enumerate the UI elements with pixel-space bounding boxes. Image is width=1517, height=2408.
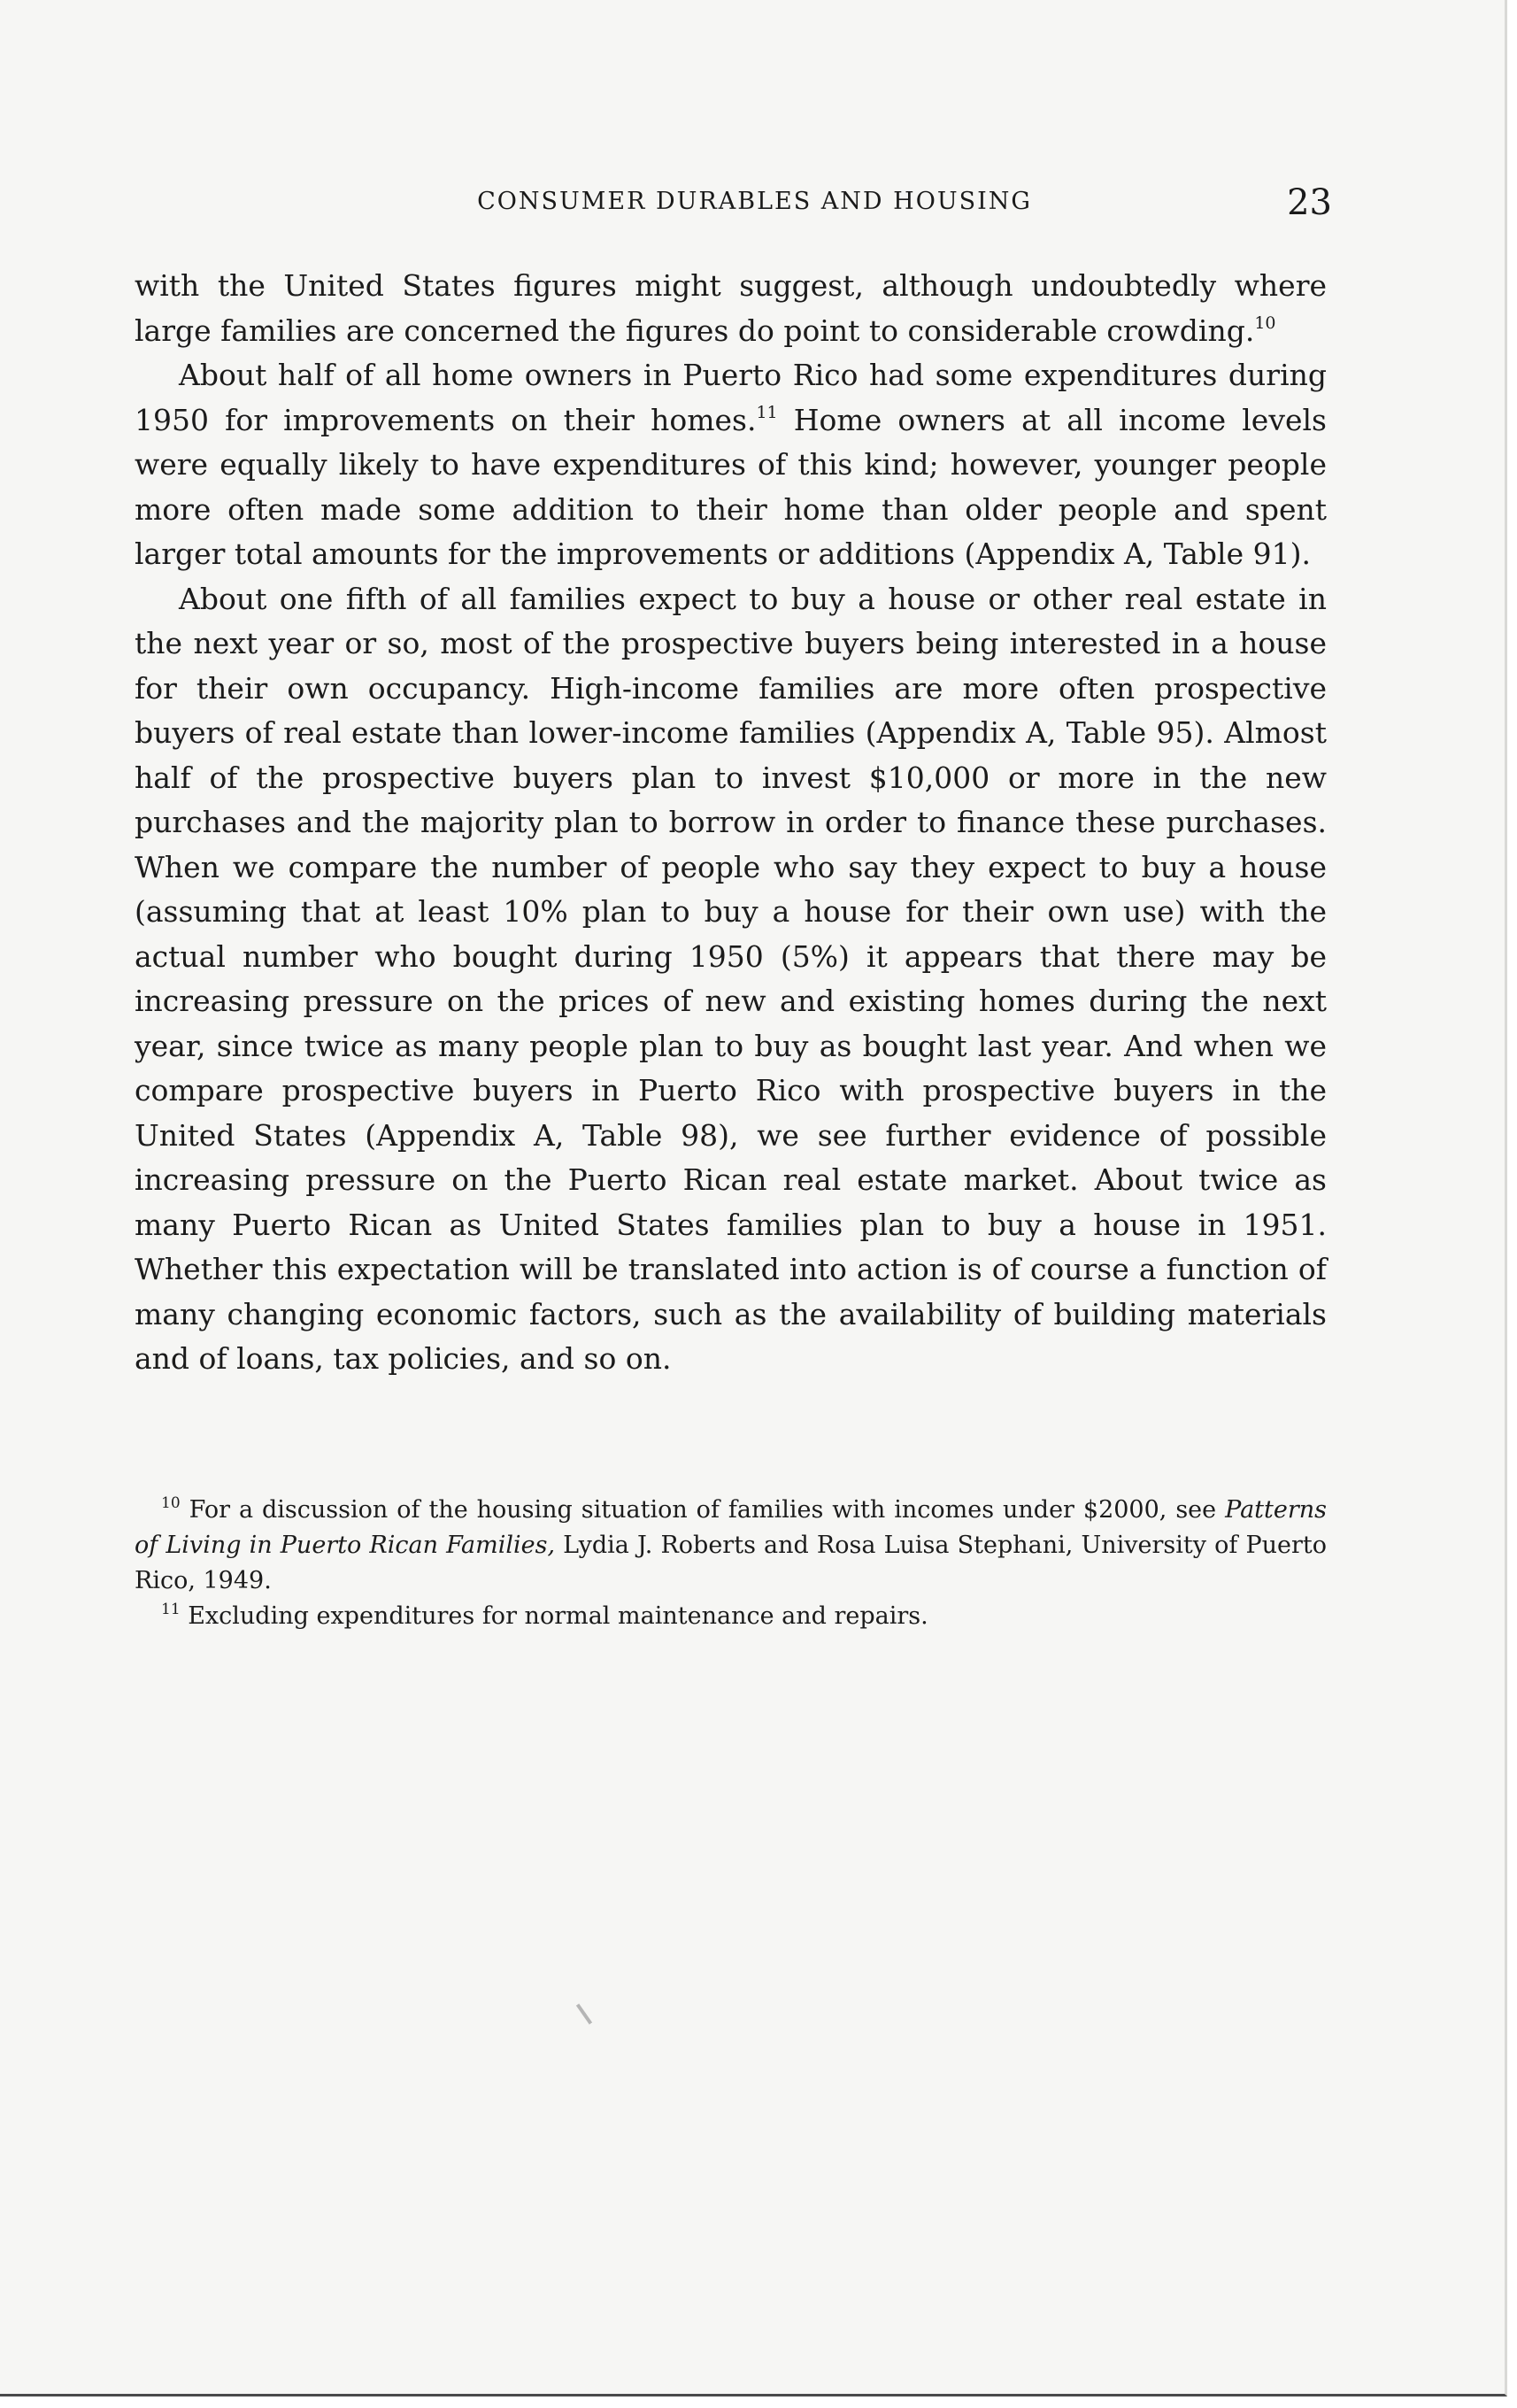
paragraph-2-text-a: About half of all home owners in Puerto Rico had some expenditures during 1950 for improvements on their homes. xyxy=(135,358,1327,437)
paragraph-3-text: About one fifth of all families expect to buy a house or other real estate in the next year or so, most of the prospective buyers being interested in a house for their own occupancy. High-income families are more often prospective buyers of real estate than lower-income families (Appendix A, Table 95). Almost half of the prospective buyers plan to invest $10,000 or more in the new purchases and the majority plan to borrow in order to finance these purchases. When we compare the number of people who say they expect to buy a house (assuming that at least 10% plan to buy a house for their own use) with the actual number who bought during 1950 (5%) it appears that there may be increasing pressure on the prices of new and existing homes during the next year, since twice as many people plan to buy as bought last year. And when we compare prospective buyers in Puerto Rico with prospective buyers in the United States (Appendix A, Table 98), we see further evidence of possible increasing pressure on the Puerto Rican real estate market. About twice as many Puerto Rican as United States families plan to buy a house in 1951. Whether this expectation will be translated into action is of course a function of many changing economic factors, such as the availability of building materials and of loans, tax policies, and so on. xyxy=(135,581,1327,1376)
footnote-11 xyxy=(135,1599,1327,1634)
running-head: CONSUMER DURABLES AND HOUSING xyxy=(477,188,1032,215)
footnotes xyxy=(135,1493,1327,1634)
footnote-text-b: Lydia J. Roberts and Rosa Luisa Stephani, University of Puerto Rico, 1949. xyxy=(135,1532,1328,1594)
body-text xyxy=(135,264,1327,1382)
footnote-text: Excluding expenditures for normal maintenance and repairs. xyxy=(180,1602,928,1630)
footnote-ref-11: 11 xyxy=(756,402,778,422)
paragraph-2-text-b: Home owners at all income levels were equally likely to have expenditures of this kind; however, younger people more often made some addition to their home than older people and spent larger total amounts for the improvements or additions (Appendix A, Table 91). xyxy=(135,402,1327,571)
footnote-ref-10: 10 xyxy=(1254,313,1276,333)
paragraph-3 xyxy=(135,577,1327,1382)
footnote-marker: 10 xyxy=(161,1494,181,1512)
paragraph-1 xyxy=(135,264,1327,353)
paragraph-2 xyxy=(135,353,1327,577)
page-number: 23 xyxy=(1287,182,1332,223)
footnote-cited-title: Patterns of Living in Puerto Rican Families, xyxy=(135,1496,1327,1559)
footnote-10 xyxy=(135,1493,1327,1599)
paragraph-1-text: with the United States figures might suggest, although undoubtedly where large families are concerned the figures do point to considerable crowding. xyxy=(135,268,1327,348)
paper-mark xyxy=(576,2003,592,2025)
footnote-text-a: For a discussion of the housing situation of families with incomes under $2000, see xyxy=(180,1496,1226,1524)
footnote-marker: 11 xyxy=(161,1601,181,1618)
